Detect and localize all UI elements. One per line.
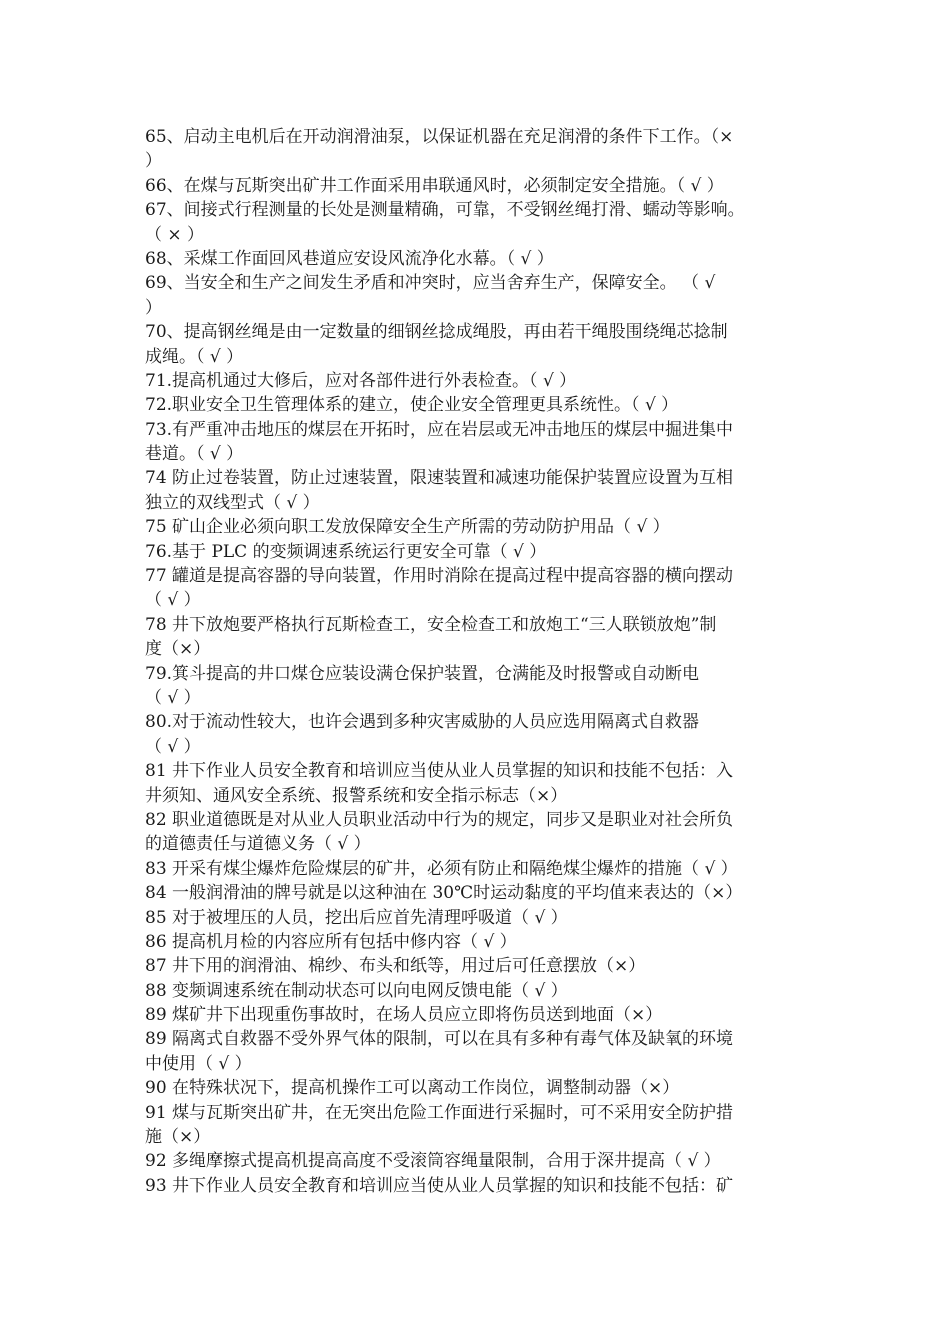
text-line: 73.有严重冲击地压的煤层在开拓时，应在岩层或无冲击地压的煤层中掘进集中: [145, 419, 734, 440]
text-line: （ √ ）: [145, 736, 201, 757]
text-line: 65、启动主电机后在开动润滑油泵，以保证机器在充足润滑的条件下工作。（×: [145, 127, 734, 147]
text-line: 72.职业安全卫生管理体系的建立，使企业安全管理更具系统性。（ √ ）: [145, 395, 679, 416]
text-line: 的道德责任与道德义务（ √ ）: [145, 834, 371, 855]
text-line: 82 职业道德既是对从业人员职业活动中行为的规定，同步又是职业对社会所负: [145, 809, 734, 830]
text-line: 83 开采有煤尘爆炸危险煤层的矿井，必须有防止和隔绝煤尘爆炸的措施（ √ ）: [145, 858, 738, 879]
text-line: 93 井下作业人员安全教育和培训应当使从业人员掌握的知识和技能不包括：矿: [145, 1175, 734, 1196]
text-line: （ √ ）: [145, 590, 201, 611]
text-line: （ × ）: [145, 224, 205, 245]
text-line: ）: [145, 151, 162, 172]
text-line: 施（×）: [145, 1127, 211, 1148]
text-line: 66、在煤与瓦斯突出矿井工作面采用串联通风时，必须制定安全措施。（ √ ）: [145, 175, 724, 196]
text-line: 87 井下用的润滑油、棉纱、布头和纸等，用过后可任意摆放（×）: [145, 956, 646, 977]
text-line: 井须知、通风安全系统、报警系统和安全指示标志（×）: [145, 785, 568, 806]
text-line: 89 隔离式自救器不受外界气体的限制，可以在具有多种有毒气体及缺氧的环境: [145, 1029, 734, 1050]
text-line: 84 一般润滑油的牌号就是以这种油在 30℃时运动黏度的平均值来表达的（×）: [145, 883, 743, 904]
text-line: 巷道。（ √ ）: [145, 444, 244, 465]
text-line: 89 煤矿井下出现重伤事故时，在场人员应立即将伤员送到地面（×）: [145, 1005, 663, 1026]
text-line: 88 变频调速系统在制动状态可以向电网反馈电能（ √ ）: [145, 980, 568, 1001]
text-line: 69、当安全和生产之间发生矛盾和冲突时，应当舍弃生产，保障安全。 （ √: [145, 273, 716, 294]
text-line: 91 煤与瓦斯突出矿井，在无突出危险工作面进行采掘时，可不采用安全防护措: [145, 1102, 734, 1123]
question-list: [145, 125, 820, 1198]
text-line: ）: [145, 297, 162, 318]
text-line: 度（×）: [145, 639, 211, 660]
text-line: 74 防止过卷装置，防止过速装置，限速装置和减速功能保护装置应设置为互相: [145, 468, 734, 489]
text-line: 90 在特殊状况下，提高机操作工可以离动工作岗位，调整制动器（×）: [145, 1078, 680, 1099]
text-line: 75 矿山企业必须向职工发放保障安全生产所需的劳动防护用品（ √ ）: [145, 517, 670, 538]
text-line: 70、提高钢丝绳是由一定数量的细钢丝捻成绳股，再由若干绳股围绕绳芯捻制: [145, 322, 728, 343]
text-line: （ √ ）: [145, 687, 201, 708]
text-line: 86 提高机月检的内容应所有包括中修内容（ √ ）: [145, 931, 517, 952]
text-line: 77 罐道是提高容器的导向装置，作用时消除在提高过程中提高容器的横向摆动: [145, 566, 734, 587]
text-line: 中使用（ √ ）: [145, 1053, 252, 1074]
text-line: 76.基于 PLC 的变频调速系统运行更安全可靠（ √ ）: [145, 541, 547, 562]
text-line: 81 井下作业人员安全教育和培训应当使从业人员掌握的知识和技能不包括：入: [145, 761, 734, 782]
text-line: 79.箕斗提高的井口煤仓应装设满仓保护装置，仓满能及时报警或自动断电: [145, 663, 700, 684]
text-line: 92 多绳摩擦式提高机提高高度不受滚筒容绳量限制，合用于深井提高（ √ ）: [145, 1151, 721, 1172]
text-line: 67、间接式行程测量的长处是测量精确，可靠，不受钢丝绳打滑、蠕动等影响。: [145, 200, 745, 221]
text-line: 80.对于流动性较大，也许会遇到多种灾害威胁的人员应选用隔离式自救器: [145, 712, 700, 733]
text-line: 成绳。（ √ ）: [145, 346, 244, 367]
text-line: 85 对于被埋压的人员，挖出后应首先清理呼吸道（ √ ）: [145, 907, 568, 928]
text-line: 独立的双线型式（ √ ）: [145, 492, 320, 513]
text-line: 78 井下放炮要严格执行瓦斯检查工，安全检查工和放炮工“三人联锁放炮”制: [145, 614, 717, 635]
text-line: 68、采煤工作面回风巷道应安设风流净化水幕。（ √ ）: [145, 248, 554, 269]
text-line: 71.提高机通过大修后，应对各部件进行外表检查。（ √ ）: [145, 370, 577, 391]
